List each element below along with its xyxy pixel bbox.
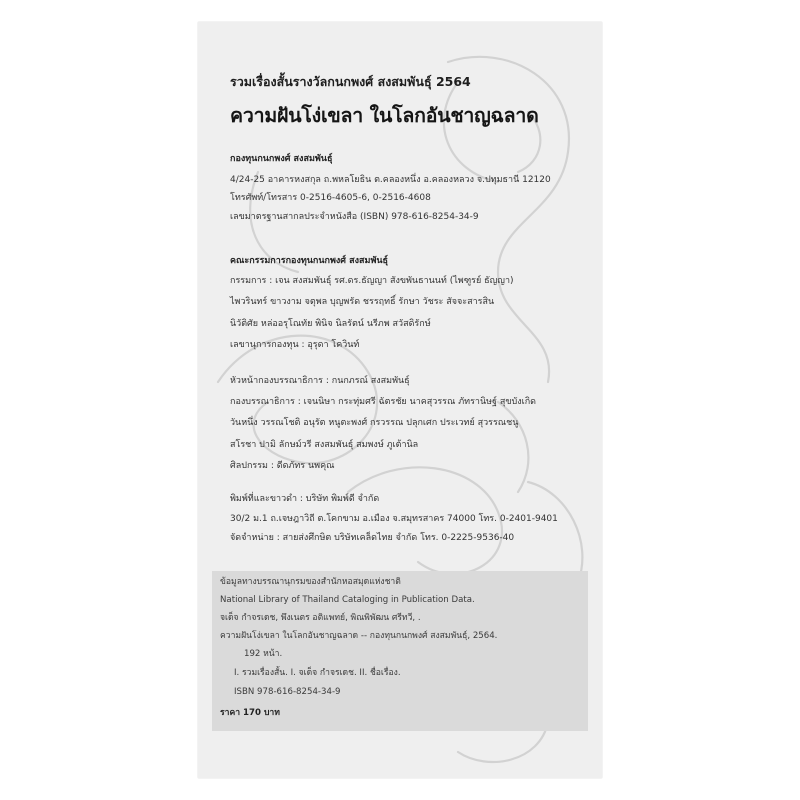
printer-address: 30/2 ม.1 ถ.เจษฎาวิถี ต.โคกขาม อ.เมือง จ.สมุทรสาคร 74000 โทร. 0-2401-9401 (230, 514, 558, 524)
distributor: จัดจำหน่าย : สายส่งศึกษิต บริษัทเคล็ดไทย จำกัด โทร. 0-2225-9536-40 (230, 533, 515, 543)
catalog-isbn: ISBN 978-616-8254-34-9 (234, 687, 341, 697)
committee-secretary: เลขานุการกองทุน : อุรุดา โควินท์ (230, 340, 360, 350)
catalog-pages: 192 หน้า. (244, 649, 283, 659)
collection-subtitle: รวมเรื่องสั้นรางวัลกนกพงศ์ สงสมพันธุ์ 2564 (230, 74, 471, 89)
catalog-subjects: I. รวมเรื่องสั้น. I. จเด็จ กำจรเดช. II. ชื่อเรื่อง. (234, 668, 401, 678)
art-director: ศิลปกรรม : ดีดภัทร นพคุณ (230, 461, 335, 471)
catalog-heading: ข้อมูลทางบรรณานุกรมของสำนักหอสมุดแห่งชาติ (220, 577, 401, 587)
editorial-line: วันหนึ่ง วรรณโชติ อนุรัต หนูตะพงศ์ กรวรรณ ปลุกเศก ประเวทย์ สุวรรณชนู (230, 418, 519, 428)
book-page (198, 22, 602, 778)
price-label: ราคา 170 บาท (220, 708, 280, 718)
committee-line: นิวัติศัย หล่ออรุโณทัย พินิจ นิลรัตน์ นรีภพ สวัสดิรักษ์ (230, 319, 431, 329)
catalog-title-line: ความฝันโง่เขลา ในโลกอันชาญฉลาด -- กองทุนกนกพงศ์ สงสมพันธุ์, 2564. (220, 631, 498, 641)
cataloging-data-box (212, 571, 588, 731)
printer-name: พิมพ์ที่และขาวดำ : บริษัท พิมพ์ดี จำกัด (230, 494, 380, 504)
editorial-line: สโรชา ปามิ ลักษม์วรี สงสมพันธุ์ สมพงษ์ ภูเต้านิล (230, 440, 419, 450)
committee-line: ไพวรินทร์ ขาวงาม จตุพล บุญพรัด ชรรฤทธิ์ รักษา วัชระ สัจจะสารสิน (230, 297, 495, 307)
editorial-line: กองบรรณาธิการ : เจนนิษา กระทุ่มศรี ฉัตรชัย นาคสุวรรณ ภัทรานิษฐ์ สุขบังเกิด (230, 397, 536, 407)
book-title: ความฝันโง่เขลา ในโลกอันชาญฉลาด (230, 104, 539, 127)
publisher-address: 4/24-25 อาคารหงสกุล ถ.พหลโยธิน ต.คลองหนึ่ง อ.คลองหลวง จ.ปทุมธานี 12120 (230, 175, 551, 185)
catalog-authors: จเด็จ กำจรเดช, พึงเนตร อติแพทย์, พิณพิพัฒน ศรีทวี, . (220, 613, 421, 623)
editor-in-chief: หัวหน้ากองบรรณาธิการ : กนกภรณ์ สงสมพันธุ์ (230, 376, 410, 386)
committee-line: กรรมการ : เจน สงสมพันธุ์ รศ.ดร.ธัญญา สังขพันธานนท์ (ไพฑูรย์ ธัญญา) (230, 276, 514, 286)
committee-heading: คณะกรรมการกองทุนกนกพงศ์ สงสมพันธุ์ (230, 256, 389, 266)
publisher-phone: โทรศัพท์/โทรสาร 0-2516-4605-6, 0-2516-4608 (230, 193, 431, 203)
publisher-name: กองทุนกนกพงศ์ สงสมพันธุ์ (230, 154, 333, 164)
catalog-line: National Library of Thailand Cataloging in Publication Data. (220, 595, 475, 605)
publisher-isbn: เลขมาตรฐานสากลประจำหนังสือ (ISBN) 978-616-8254-34-9 (230, 212, 479, 222)
